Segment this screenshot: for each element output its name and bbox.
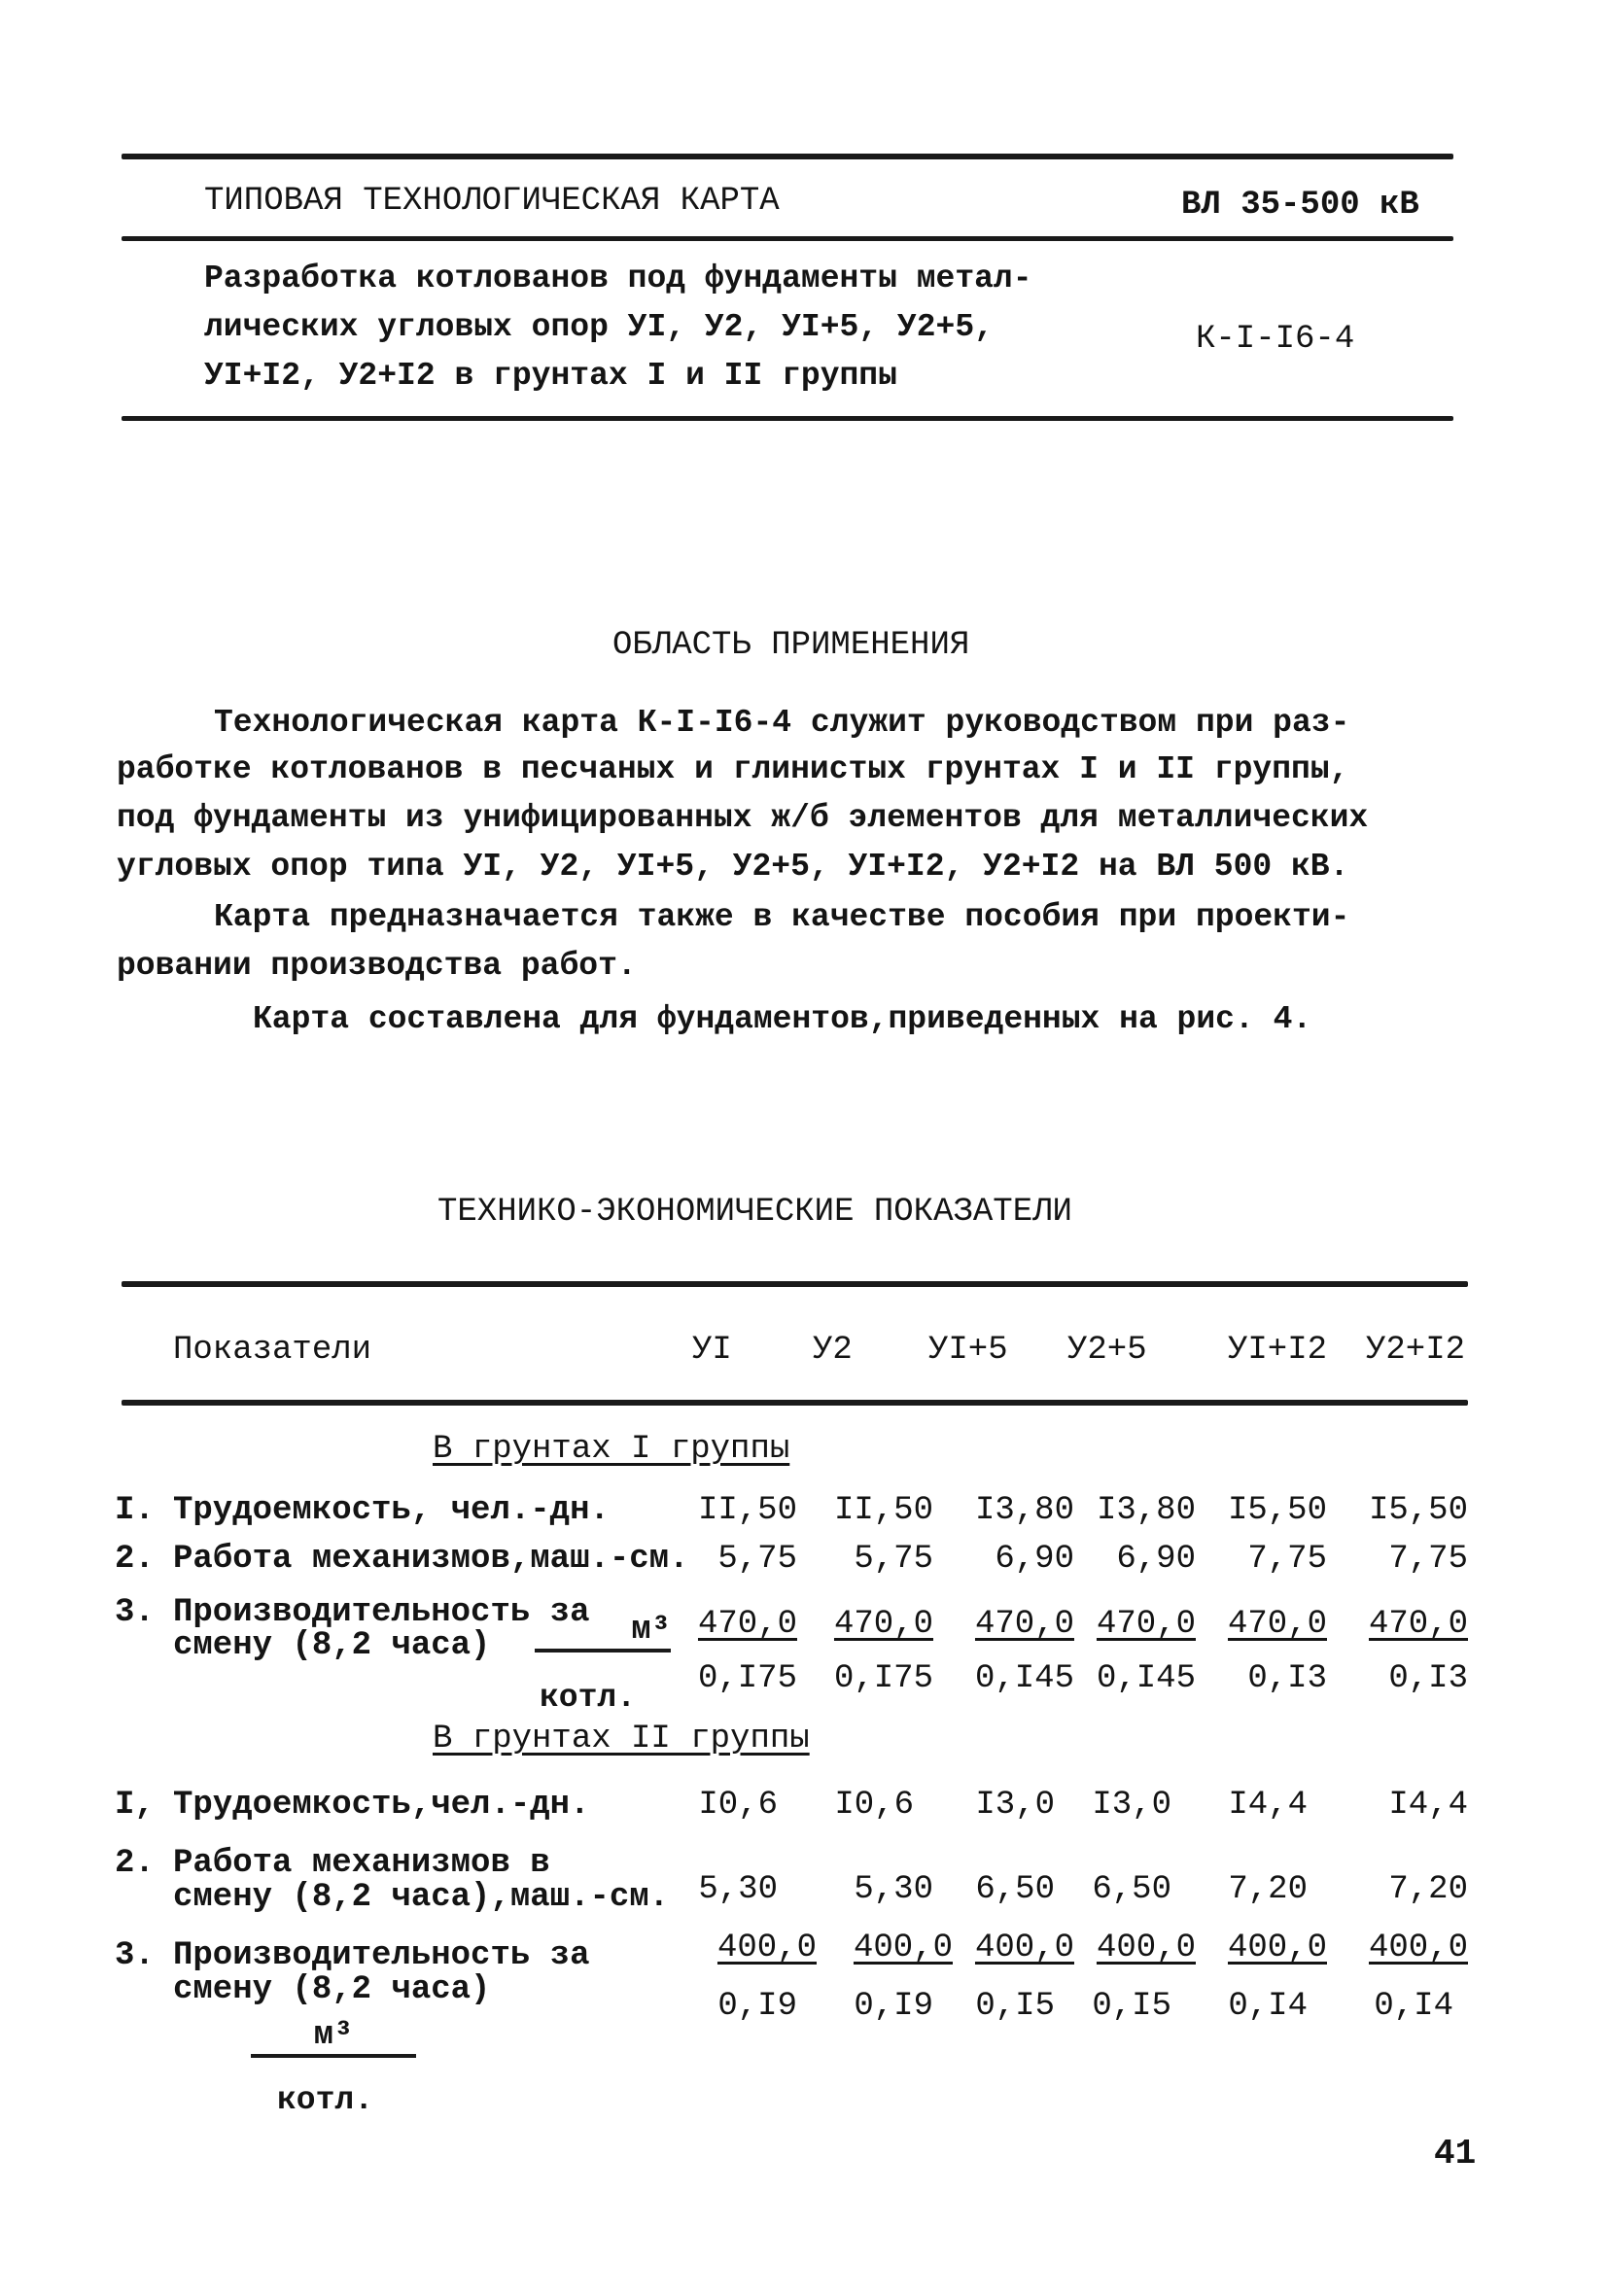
group2-row3-bottom-u1: 0,I9	[717, 1988, 797, 2025]
scope-line-4: угловых опор типа УI, У2, УI+5, У2+5, УI+I2, У2+I2 на ВЛ 500 кВ.	[117, 849, 1349, 885]
group1-row2-u1: 5,75	[717, 1541, 797, 1578]
header-subtitle-line-2: лических угловых опор УI, У2, УI+5, У2+5,	[204, 309, 994, 345]
group1-row3-num: 3.	[115, 1594, 155, 1631]
group1-row1-u2-12: I5,50	[1368, 1492, 1468, 1529]
group2-row3-bottom-u2-5: 0,I5	[1092, 1988, 1171, 2025]
header-code: К-I-I6-4	[1196, 321, 1355, 358]
group2-row2-num: 2.	[115, 1845, 155, 1882]
header-title: ТИПОВАЯ ТЕХНОЛОГИЧЕСКАЯ КАРТА	[204, 183, 780, 220]
table-top-rule	[122, 1281, 1468, 1287]
group1-row2-num: 2.	[115, 1541, 155, 1578]
group1-row1-num: I.	[115, 1492, 155, 1529]
group1-row3-top-u2: 470,0	[833, 1606, 933, 1643]
group2-row2-u1-5: 6,50	[975, 1871, 1055, 1908]
scope-line-1: Технологическая карта К-I-I6-4 служит руководством при раз-	[214, 705, 1350, 741]
scope-line-2: работке котлованов в песчаных и глинистых грунтах I и II группы,	[117, 751, 1349, 787]
group1-row2-u1-5: 6,90	[995, 1541, 1074, 1578]
group1-title: В грунтах I группы	[433, 1431, 790, 1468]
group1-row3-label-line-2: смену (8,2 часа)	[173, 1627, 491, 1664]
group2-row3-num: 3.	[115, 1937, 155, 1974]
group2-row2-u2-5: 6,50	[1092, 1871, 1171, 1908]
column-header-u1-5: УI+5	[928, 1332, 1008, 1369]
column-header-u1-12: УI+I2	[1228, 1332, 1328, 1369]
column-header-u2-5: У2+5	[1067, 1332, 1147, 1369]
group1-row3-unit-top: м³	[535, 1612, 671, 1652]
group1-row1-u2-5: I3,80	[1096, 1492, 1196, 1529]
group2-row1-num: I,	[115, 1787, 155, 1824]
scope-line-7: Карта составлена для фундаментов,приведенных на рис. 4.	[253, 1001, 1312, 1037]
group1-row3-bottom-u2: 0,I75	[833, 1660, 933, 1697]
group1-row3-top-u1-12: 470,0	[1227, 1606, 1327, 1643]
header-top-rule	[122, 154, 1453, 159]
group2-row3-bottom-u2-12: 0,I4	[1374, 1988, 1453, 2025]
group1-row3-top-u1-5: 470,0	[974, 1606, 1074, 1643]
group1-row3-label-line-1: Производительность за	[173, 1594, 590, 1631]
group1-row3-bottom-u2-5: 0,I45	[1096, 1660, 1196, 1697]
group2-row1-label: Трудоемкость,чел.-дн.	[173, 1787, 590, 1824]
group2-row3-unit-top: м³	[251, 2017, 416, 2058]
indicators-heading: ТЕХНИКО-ЭКОНОМИЧЕСКИЕ ПОКАЗАТЕЛИ	[437, 1194, 1072, 1231]
group1-row3-bottom-u1-12: 0,I3	[1247, 1660, 1327, 1697]
column-header-u2: У2	[813, 1332, 853, 1369]
scope-line-6: ровании производства работ.	[117, 948, 637, 984]
scope-heading: ОБЛАСТЬ ПРИМЕНЕНИЯ	[612, 627, 970, 664]
group2-row2-label-line-1: Работа механизмов в	[173, 1845, 550, 1882]
group2-row3-top-u1: 400,0	[716, 1930, 817, 1966]
group2-row1-u2-12: I4,4	[1388, 1787, 1468, 1824]
group1-row3-bottom-u1-5: 0,I45	[974, 1660, 1074, 1697]
group2-row1-u1-5: I3,0	[975, 1787, 1055, 1824]
group1-row3-bottom-u2-12: 0,I3	[1388, 1660, 1468, 1697]
group2-row3-top-u2-12: 400,0	[1368, 1930, 1468, 1966]
column-header-u2-12: У2+I2	[1366, 1332, 1466, 1369]
group2-row3-bottom-u1-5: 0,I5	[975, 1988, 1055, 2025]
group1-row2-u2: 5,75	[854, 1541, 933, 1578]
group1-row3-top-u2-5: 470,0	[1096, 1606, 1196, 1643]
group1-row1-u1-12: I5,50	[1227, 1492, 1327, 1529]
group2-title: В грунтах II группы	[433, 1721, 810, 1757]
group1-row1-label: Трудоемкость, чел.-дн.	[173, 1492, 610, 1529]
group1-row3-top-u2-12: 470,0	[1368, 1606, 1468, 1643]
column-header-u1: УI	[692, 1332, 732, 1369]
group1-row3-bottom-u1: 0,I75	[697, 1660, 797, 1697]
scope-line-3: под фундаменты из унифицированных ж/б элементов для металлических	[117, 800, 1369, 836]
header-mid-rule	[122, 236, 1453, 241]
page-number: 41	[1434, 2134, 1477, 2174]
group1-row3-unit-bottom: котл.	[540, 1680, 637, 1716]
header-subtitle-line-3: УI+I2, У2+I2 в грунтах I и II группы	[204, 358, 897, 394]
group2-row2-label-line-2: смену (8,2 часа),маш.-см.	[173, 1879, 670, 1916]
group2-row3-label-line-1: Производительность за	[173, 1937, 590, 1974]
group2-row2-u1-12: 7,20	[1228, 1871, 1308, 1908]
group1-row2-label: Работа механизмов,маш.-см.	[173, 1541, 689, 1578]
group1-row1-u2: II,50	[833, 1492, 933, 1529]
group2-row2-u1: 5,30	[698, 1871, 778, 1908]
header-voltage: ВЛ 35-500 кВ	[1181, 187, 1419, 224]
table-header-rule	[122, 1400, 1468, 1406]
group2-row3-top-u1-12: 400,0	[1227, 1930, 1327, 1966]
scope-line-5: Карта предназначается также в качестве пособия при проекти-	[214, 899, 1350, 935]
column-header-indicators: Показатели	[173, 1332, 372, 1369]
group2-row3-label-line-2: смену (8,2 часа)	[173, 1971, 491, 2008]
group2-row3-top-u2: 400,0	[853, 1930, 953, 1966]
group2-row3-top-u1-5: 400,0	[974, 1930, 1074, 1966]
group1-row2-u2-12: 7,75	[1388, 1541, 1468, 1578]
header-bottom-rule	[122, 416, 1453, 421]
group2-row1-u2-5: I3,0	[1092, 1787, 1171, 1824]
group1-row3-top-u1: 470,0	[697, 1606, 797, 1643]
group1-row1-u1: II,50	[697, 1492, 797, 1529]
group2-row3-bottom-u1-12: 0,I4	[1228, 1988, 1308, 2025]
group1-row1-u1-5: I3,80	[974, 1492, 1074, 1529]
group2-row2-u2: 5,30	[854, 1871, 933, 1908]
group1-row2-u2-5: 6,90	[1116, 1541, 1196, 1578]
group2-row3-top-u2-5: 400,0	[1096, 1930, 1196, 1966]
group2-row2-u2-12: 7,20	[1388, 1871, 1468, 1908]
group2-row1-u2: I0,6	[834, 1787, 914, 1824]
group2-row3-unit-bottom: котл.	[277, 2082, 374, 2118]
group2-row3-bottom-u2: 0,I9	[854, 1988, 933, 2025]
group2-row1-u1: I0,6	[698, 1787, 778, 1824]
group1-row2-u1-12: 7,75	[1247, 1541, 1327, 1578]
group2-row1-u1-12: I4,4	[1228, 1787, 1308, 1824]
header-subtitle-line-1: Разработка котлованов под фундаменты метал-	[204, 261, 1032, 296]
